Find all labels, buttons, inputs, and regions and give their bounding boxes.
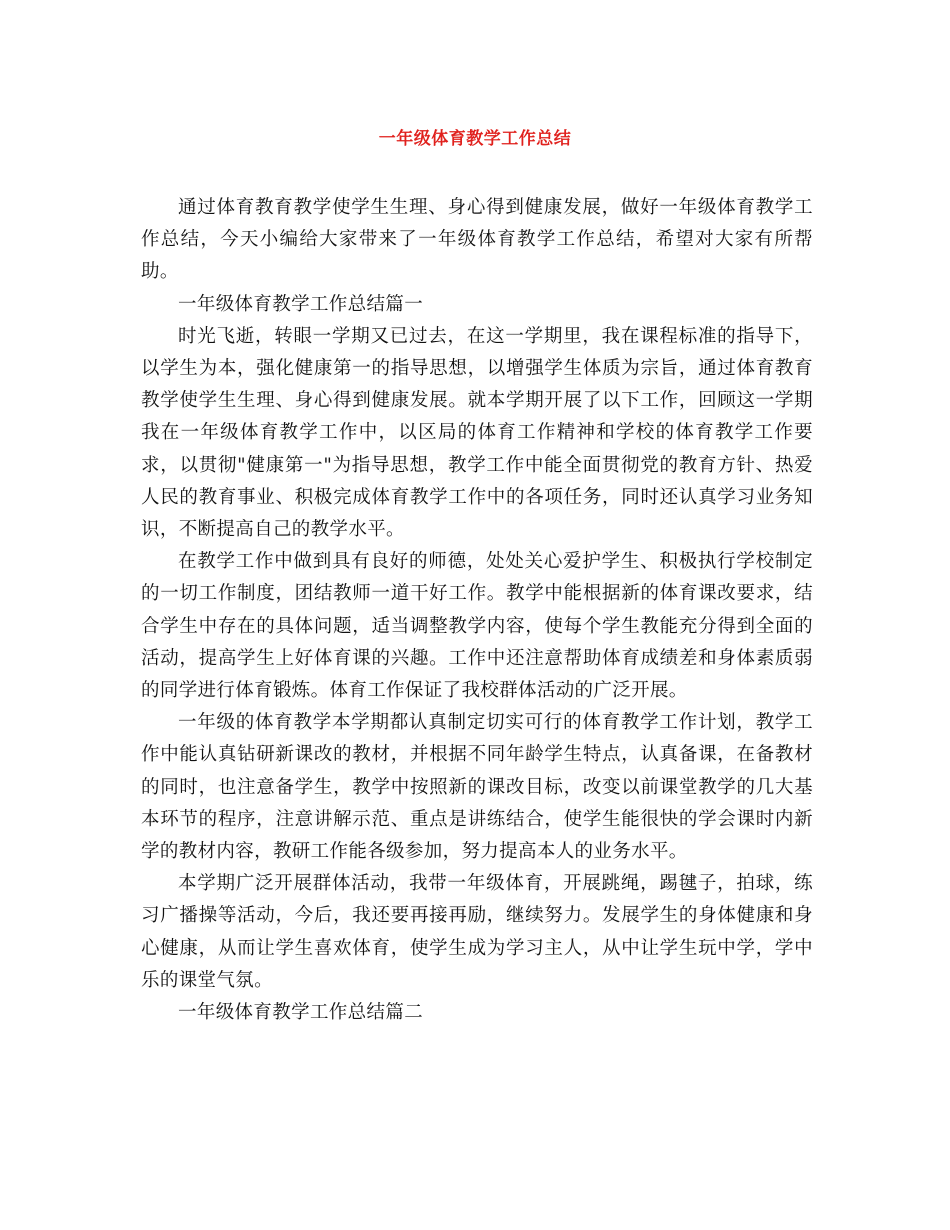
intro-paragraph: 通过体育教育教学使学生生理、身心得到健康发展，做好一年级体育教学工作总结，今天小编给大家带来了一年级体育教学工作总结，希望对大家有所帮助。 (141, 197, 813, 283)
body-paragraph: 本学期广泛开展群体活动，我带一年级体育，开展跳绳，踢毽子，拍球，练习广播操等活动，今后，我还要再接再励，继续努力。发展学生的身体健康和身心健康，从而让学生喜欢体育，使学生成为学习主人，从中让学生玩中学，学中乐的课堂气氛。 (141, 873, 813, 991)
document-title: 一年级体育教学工作总结 (378, 129, 572, 149)
section-heading-part-two: 一年级体育教学工作总结篇二 (178, 1002, 424, 1024)
document-body (141, 192, 813, 1029)
body-paragraph: 一年级的体育教学本学期都认真制定切实可行的体育教学工作计划，教学工作中能认真钻研新课改的教材，并根据不同年龄学生特点，认真备课，在备教材的同时，也注意备学生，教学中按照新的课改目标，改变以前课堂教学的几大基本环节的程序，注意讲解示范、重点是讲练结合，使学生能很快的学会课时内新学的教材内容，教研工作能各级参加，努力提高本人的业务水平。 (141, 712, 813, 863)
body-paragraph: 在教学工作中做到具有良好的师德，处处关心爱护学生、积极执行学校制定的一切工作制度，团结教师一道干好工作。教学中能根据新的体育课改要求，结合学生中存在的具体问题，适当调整教学内容，使每个学生教能充分得到全面的活动，提高学生上好体育课的兴趣。工作中还注意帮助体育成绩差和身体素质弱的同学进行体育锻炼。体育工作保证了我校群体活动的广泛开展。 (141, 551, 813, 702)
section-heading-part-one: 一年级体育教学工作总结篇一 (178, 293, 424, 315)
body-paragraph: 时光飞逝，转眼一学期又已过去，在这一学期里，我在课程标准的指导下，以学生为本，强化健康第一的指导思想，以增强学生体质为宗旨，通过体育教育教学使学生生理、身心得到健康发展。就本学期开展了以下工作，回顾这一学期我在一年级体育教学工作中，以区局的体育工作精神和学校的体育教学工作要求，以贯彻"健康第一"为指导思想，教学工作中能全面贯彻党的教育方针、热爱人民的教育事业、积极完成体育教学工作中的各项任务，同时还认真学习业务知识，不断提高自己的教学水平。 (141, 325, 813, 541)
